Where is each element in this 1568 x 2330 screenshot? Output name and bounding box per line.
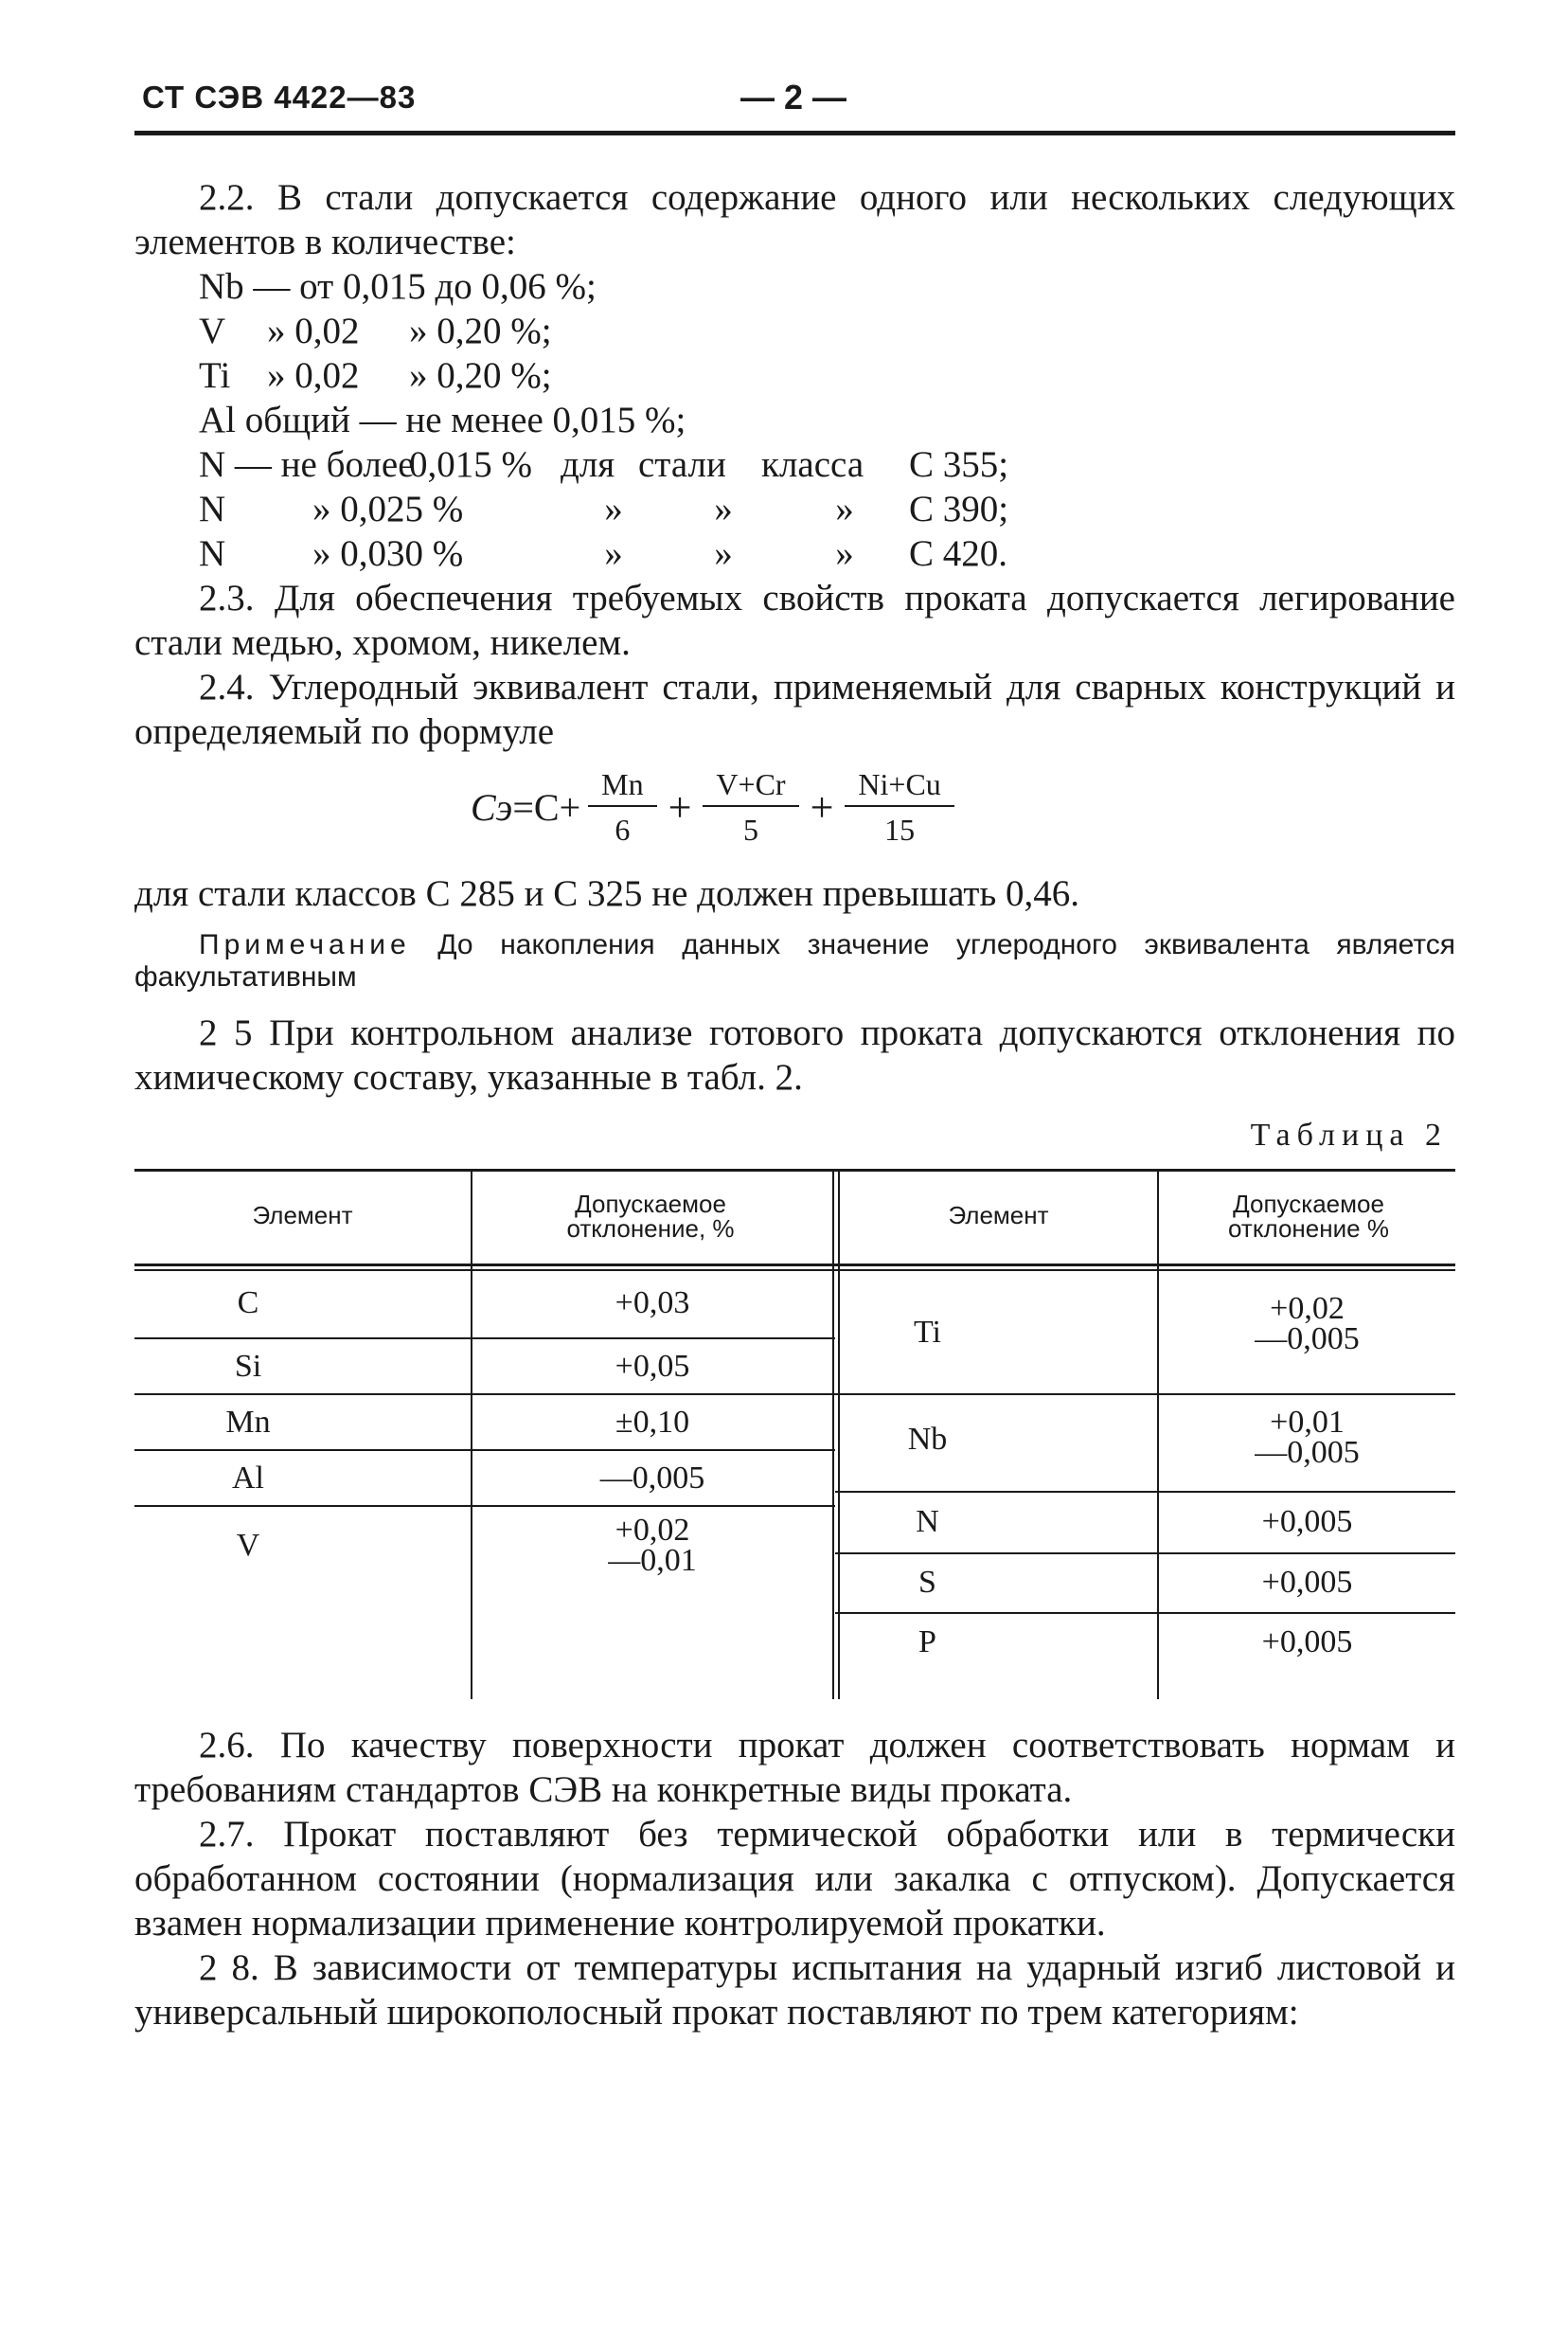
cell-deviation: +0,01 —0,005 xyxy=(1255,1405,1360,1470)
paragraph-2-5: 2 5 При контрольном анализе готового проката допускаются отклонения по химическому составу, указанные в табл. 2. xyxy=(134,1013,1455,1098)
row-divider xyxy=(134,1393,835,1395)
n-qualifier-3: » xyxy=(835,533,854,574)
n-label: N xyxy=(199,533,226,574)
n-label: N xyxy=(199,489,226,529)
cell-deviation: ±0,10 xyxy=(615,1405,690,1440)
n-qualifier-1: » xyxy=(604,533,623,574)
paragraph-2-6: 2.6. По качеству поверхности прокат должен соответствовать нормам и требованиям стандартов СЭВ на конкретные виды проката. xyxy=(134,1725,1455,1810)
plus-sign: + xyxy=(810,783,834,831)
row-divider xyxy=(835,1393,1455,1395)
n-value: » 0,025 % xyxy=(312,489,464,529)
paragraph-2-7: 2.7. Прокат поставляют без термической обработки или в термически обработанном состоянии (нормализация или закалка с отпуском). Допускается взамен нормализации применение контролируемой прокатки. xyxy=(134,1814,1455,1944)
plus-sign: + xyxy=(668,783,692,831)
fraction-numerator: V+Cr xyxy=(703,765,798,807)
document-code: СТ СЭВ 4422—83 xyxy=(142,80,417,115)
n-qualifier-2: » xyxy=(714,489,733,529)
v-min: » 0,02 xyxy=(267,311,360,351)
cell-element: S xyxy=(918,1565,936,1600)
row-divider xyxy=(835,1491,1455,1493)
fraction-denominator: 6 xyxy=(615,813,631,847)
fraction-numerator: Mn xyxy=(588,765,656,807)
cell-deviation: —0,005 xyxy=(599,1461,705,1496)
n-qualifier-1: для xyxy=(561,444,615,485)
fraction-v-cr xyxy=(703,765,798,849)
row-divider xyxy=(134,1337,835,1339)
cell-element: Al xyxy=(232,1461,264,1496)
row-divider xyxy=(835,1612,1455,1614)
fraction-mn xyxy=(588,765,656,849)
note-label: Примечание xyxy=(199,929,411,960)
element-line-ti xyxy=(134,353,1455,398)
post-table-section xyxy=(134,1723,1455,2034)
cell-deviation: +0,05 xyxy=(615,1349,690,1384)
column-rule-double xyxy=(832,1169,834,1699)
n-label: N — не более xyxy=(199,444,415,485)
n-qualifier-1: » xyxy=(604,489,623,529)
header-deviation: Допускаемое отклонение % xyxy=(1228,1190,1389,1243)
paragraph-2-4-outro: для стали классов С 285 и С 325 не должен превышать 0,46. xyxy=(134,873,1080,914)
page xyxy=(134,76,1460,2033)
formula-equals: =C+ xyxy=(512,785,581,829)
page-header xyxy=(134,76,1460,123)
cell-deviation: +0,005 xyxy=(1261,1565,1353,1600)
n-value: » 0,030 % xyxy=(312,533,464,574)
cell-deviation: +0,03 xyxy=(615,1285,690,1320)
header-rule xyxy=(134,131,1455,135)
cell-element: N xyxy=(916,1504,939,1539)
element-line-n-355 xyxy=(134,442,1455,487)
cell-element: Ti xyxy=(913,1315,942,1350)
cell-element: Nb xyxy=(907,1422,948,1457)
cell-deviation: +0,02 —0,005 xyxy=(1255,1291,1360,1356)
n-class: С 355; xyxy=(909,444,1009,485)
fraction-numerator: Ni+Cu xyxy=(845,765,953,807)
row-divider xyxy=(134,1449,835,1451)
table-header-rule-double xyxy=(134,1269,1455,1271)
v-max: » 0,20 %; xyxy=(409,311,552,351)
cell-deviation: +0,005 xyxy=(1261,1504,1353,1539)
header-element: Элемент xyxy=(948,1201,1049,1229)
element-line-n-420 xyxy=(134,531,1455,576)
cell-element: Mn xyxy=(225,1405,271,1440)
paragraph-2-3: 2.3. Для обеспечения требуемых свойств проката допускается легирование стали медью, хромом, никелем. xyxy=(134,578,1455,663)
paragraph-2-8: 2 8. В зависимости от температуры испытания на ударный изгиб листовой и универсальный широкополосный прокат поставляют по трем категориям: xyxy=(134,1947,1455,2033)
table-top-rule xyxy=(134,1169,1455,1172)
element-line-v xyxy=(134,309,1455,353)
fraction-denominator: 5 xyxy=(742,813,758,847)
element-line-nb xyxy=(134,264,1455,309)
cell-element: C xyxy=(237,1285,259,1320)
element-line-al: Al общий — не менее 0,015 %; xyxy=(199,400,686,440)
cell-deviation: +0,02 —0,01 xyxy=(608,1513,697,1578)
document-body xyxy=(134,175,1455,2034)
n-qualifier-3: » xyxy=(835,489,854,529)
n-class: С 390; xyxy=(909,489,1009,529)
n-qualifier-2: » xyxy=(714,533,733,574)
column-rule xyxy=(1157,1169,1159,1271)
formula-expression xyxy=(471,765,962,849)
n-qualifier-2: стали xyxy=(638,444,726,485)
note xyxy=(134,929,1455,994)
row-divider xyxy=(134,1505,835,1507)
row-divider xyxy=(835,1552,1455,1554)
formula-lhs: Cэ xyxy=(471,785,513,829)
ti-min: » 0,02 xyxy=(267,355,360,396)
fraction-ni-cu xyxy=(845,765,953,849)
ti-symbol: Ti xyxy=(199,355,231,396)
cell-element: Si xyxy=(234,1349,262,1384)
nb-range-text: Nb — от 0,015 до 0,06 %; xyxy=(199,266,597,307)
header-deviation: Допускаемое отклонение, % xyxy=(566,1190,735,1243)
carbon-equivalent-formula xyxy=(134,758,1455,869)
paragraph-2-2: 2.2. В стали допускается содержание одного или нескольких следующих элементов в количестве: xyxy=(134,177,1455,262)
deviation-table xyxy=(134,1169,1455,1704)
n-class: С 420. xyxy=(909,533,1008,574)
page-number: — 2 — xyxy=(740,78,847,116)
v-symbol: V xyxy=(199,311,226,351)
note-text: До накопления данных значение углеродного эквивалента является факультативным xyxy=(134,929,1455,993)
n-value: 0,015 % xyxy=(409,444,532,485)
cell-element: V xyxy=(236,1528,260,1563)
element-line-n-390 xyxy=(134,487,1455,531)
table-header-rule xyxy=(134,1264,1455,1266)
n-qualifier-3: класса xyxy=(761,444,864,485)
table-caption: Таблица 2 xyxy=(1250,1118,1448,1153)
ti-max: » 0,20 %; xyxy=(409,355,552,396)
cell-element: P xyxy=(918,1624,936,1659)
header-element: Элемент xyxy=(252,1201,353,1229)
cell-deviation: +0,005 xyxy=(1261,1624,1353,1659)
paragraph-2-4: 2.4. Углеродный эквивалент стали, применяемый для сварных конструкций и определяемый по формуле xyxy=(134,667,1455,752)
fraction-denominator: 15 xyxy=(884,813,916,847)
